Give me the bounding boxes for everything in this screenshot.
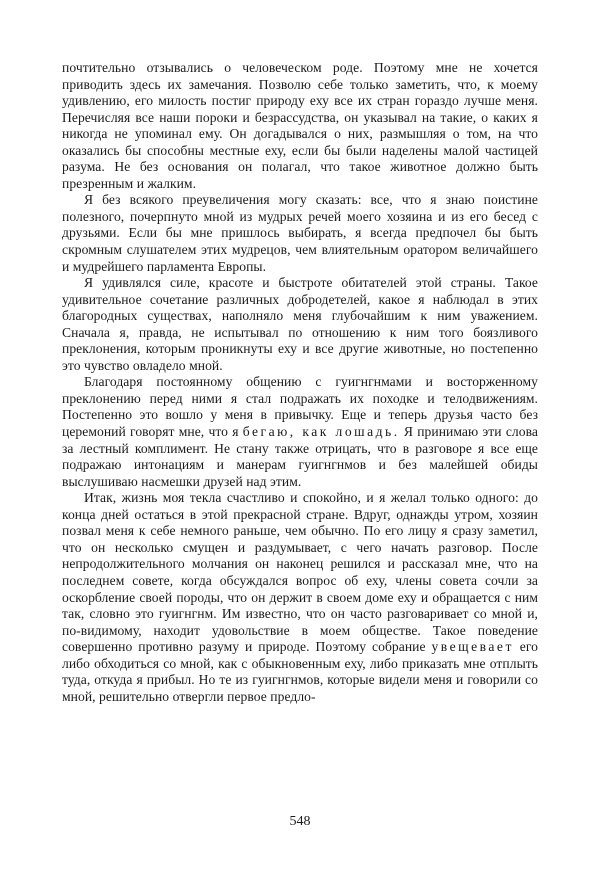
page-number: 548 — [289, 814, 311, 829]
paragraph-5-spaced-emphasis: увещевает — [431, 639, 514, 655]
paragraph-4-spaced-emphasis: бегаю, как лошадь. — [242, 424, 400, 440]
paragraph-3: Я удивлялся силе, красоте и быстроте обитателей этой страны. Такое удивительное сочетание различных добродетелей, какое я наблюдал в этих благородных существах, наполняло меня глубочайшим к ним уважением. Сначала я, правда, не испытывал по отношению к ним того боязливого преклонения, которым проникнуты еху и все другие животные, но постепенно это чувство овладело мной. — [62, 275, 538, 373]
paragraph-5 — [62, 490, 538, 705]
paragraph-4-part-2: Я принимаю эти слова за лестный комплимент. Не стану также отрицать, что в разговоре я все еще подражаю интонациям и манерам гуигнгнмов и без малейшей обиды выслушиваю насмешки друзей над этим. — [62, 424, 538, 489]
body-text — [62, 60, 538, 705]
paragraph-2: Я без всякого преувеличения могу сказать: все, что я знаю поистине полезного, почерпнуто мной из мудрых речей моего хозяина и из его бесед с друзьями. Если бы мне пришлось выбирать, я всегда предпочел бы быть скромным слушателем этих мудрецов, чем влиятельным оратором величайшего и мудрейшего парламента Европы. — [62, 192, 538, 274]
paragraph-5-part-2: его либо обходиться со мной, как с обыкновенным еху, либо приказать мне отплыть туда, откуда я прибыл. Но те из гуигнгнмов, которые видели меня и говорили со мной, решительно отвергли первое предло- — [62, 639, 538, 704]
paragraph-4-part-1: Благодаря постоянному общению с гуигнгнмами и восторженному преклонению перед ними я стал подражать их походке и телодвижениям. Постепенно это вошло у меня в привычку. Еще и теперь друзья часто без церемоний говорят мне, что я — [62, 374, 538, 440]
paragraph-4 — [62, 374, 538, 490]
paragraph-5-part-1: Итак, жизнь моя текла счастливо и спокойно, и я желал только одного: до конца дней остаться в этой прекрасной стране. Вдруг, однажды утром, хозяин позвал меня к себе немного раньше, чем обычно. По его лицу я сразу заметил, что он несколько смущен и раздумывает, с чего начать разговор. После непродолжительного молчания он наконец решился и рассказал мне, что на последнем совете, когда обсуждался вопрос об еху, члены совета сочли за оскорбление своей породы, что он держит в своем доме еху и обращается с ним так, словно это гуигнгнм. Им известно, что он часто разговаривает со мной и, по-видимому, находит удовольствие в моем обществе. Такое поведение совершенно противно разуму и природе. Поэтому собрание — [62, 490, 538, 655]
paragraph-1: почтительно отзывались о человеческом роде. Поэтому мне не хочется приводить здесь их замечания. Позволю себе только заметить, что, к моему удивлению, его милость постиг природу еху все их стран гораздо лучше меня. Перечисляя все наши пороки и безрассудства, он указывал на такие, о каких я никогда не упоминал ему. Он догадывался о них, размышляя о том, на что оказались бы способны местные еху, если бы были наделены малой частицей разума. Не без основания он полагал, что такое животное должно быть презренным и жалким. — [62, 60, 538, 191]
